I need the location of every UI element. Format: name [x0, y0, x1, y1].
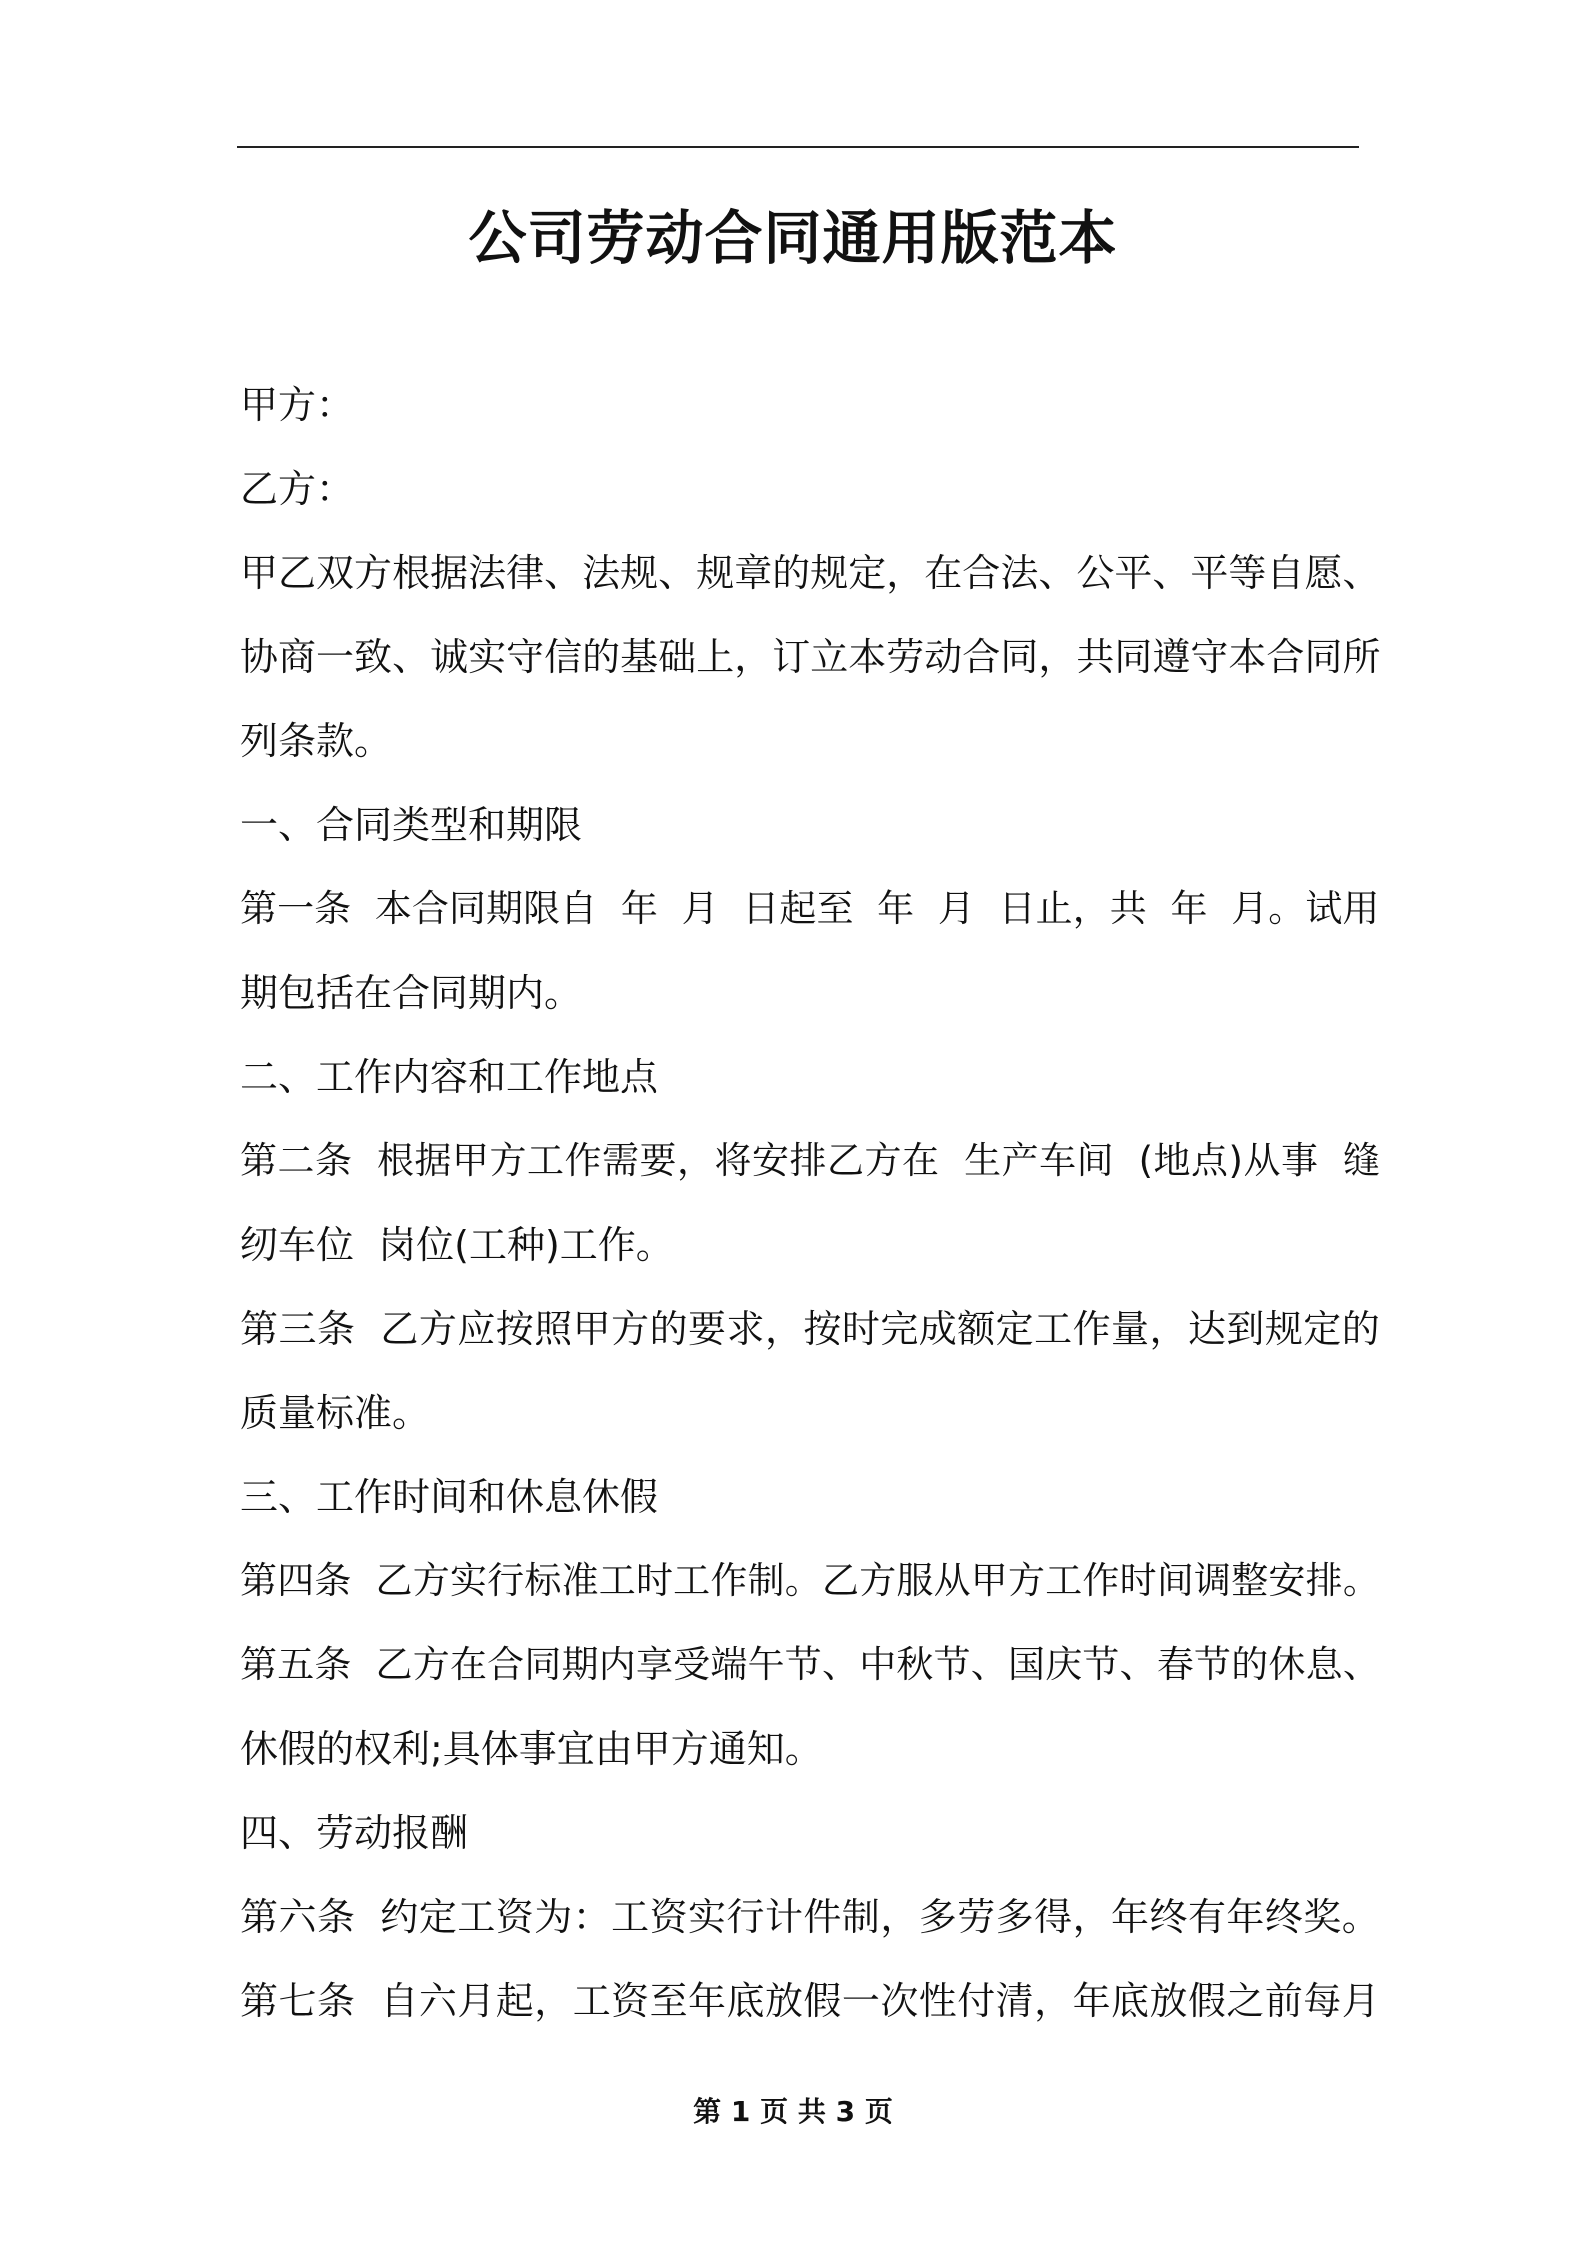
section-heading: 三、工作时间和休息休假	[240, 1475, 659, 1519]
paragraph-line: 列条款。	[240, 719, 393, 763]
section-heading: 四、劳动报酬	[240, 1811, 469, 1855]
article-line: 第 一 条 本 合 同 期 限 自 年 月 日 起 至 年 月 日 止 ， 共 年 月 。 试 用	[240, 887, 1380, 930]
document-title: 公司劳动合同通用版范本	[468, 204, 1118, 272]
article-line: 质量标准。	[240, 1391, 431, 1435]
article-line: 第 七 条 自 六 月 起 ， 工 资 至 年 底 放 假 一 次 性 付 清 ， 年 底 放 假 之 前 每 月	[240, 1979, 1380, 2023]
paragraph-line: 甲 乙 双 方 根 据 法 律 、 法 规 、 规 章 的 规 定 ， 在 合 法 、 公 平 、 平 等 自 愿 、	[240, 551, 1381, 595]
article-line: 期包括在合同期内。	[240, 971, 583, 1015]
party-b-line: 乙方：	[240, 467, 355, 511]
article-line: 第 六 条 约 定 工 资 为 ： 工 资 实 行 计 件 制 ， 多 劳 多 得 ， 年 终 有 年 终 奖 。	[240, 1895, 1380, 1939]
article-line: 第 五 条 乙 方 在 合 同 期 内 享 受 端 午 节 、 中 秋 节 、 国 庆 节 、 春 节 的 休 息 、	[240, 1643, 1380, 1686]
article-line: 休假的权利;具体事宜由甲方通知。	[240, 1727, 823, 1771]
article-line: 第 三 条 乙 方 应 按 照 甲 方 的 要 求 ， 按 时 完 成 额 定 工 作 量 ， 达 到 规 定 的	[240, 1307, 1380, 1351]
party-a-line: 甲方：	[240, 383, 355, 427]
header-rule	[237, 146, 1359, 148]
paragraph-line: 协 商 一 致 、 诚 实 守 信 的 基 础 上 ， 订 立 本 劳 动 合 同 ， 共 同 遵 守 本 合 同 所	[240, 635, 1381, 679]
page-number-footer: 第 1 页 共 3 页	[693, 2095, 893, 2128]
document-body	[240, 363, 1380, 2043]
article-line: 纫车位 岗位(工种)工作。	[240, 1223, 674, 1267]
section-heading: 二、工作内容和工作地点	[240, 1055, 659, 1099]
article-line: 第 二 条 根 据 甲 方 工 作 需 要 ， 将 安 排 乙 方 在 生 产 车 间 ( 地 点 ) 从 事 缝	[240, 1139, 1380, 1182]
section-heading: 一、合同类型和期限	[240, 803, 583, 847]
article-line: 第 四 条 乙 方 实 行 标 准 工 时 工 作 制 。 乙 方 服 从 甲 方 工 作 时 间 调 整 安 排 。	[240, 1559, 1380, 1602]
